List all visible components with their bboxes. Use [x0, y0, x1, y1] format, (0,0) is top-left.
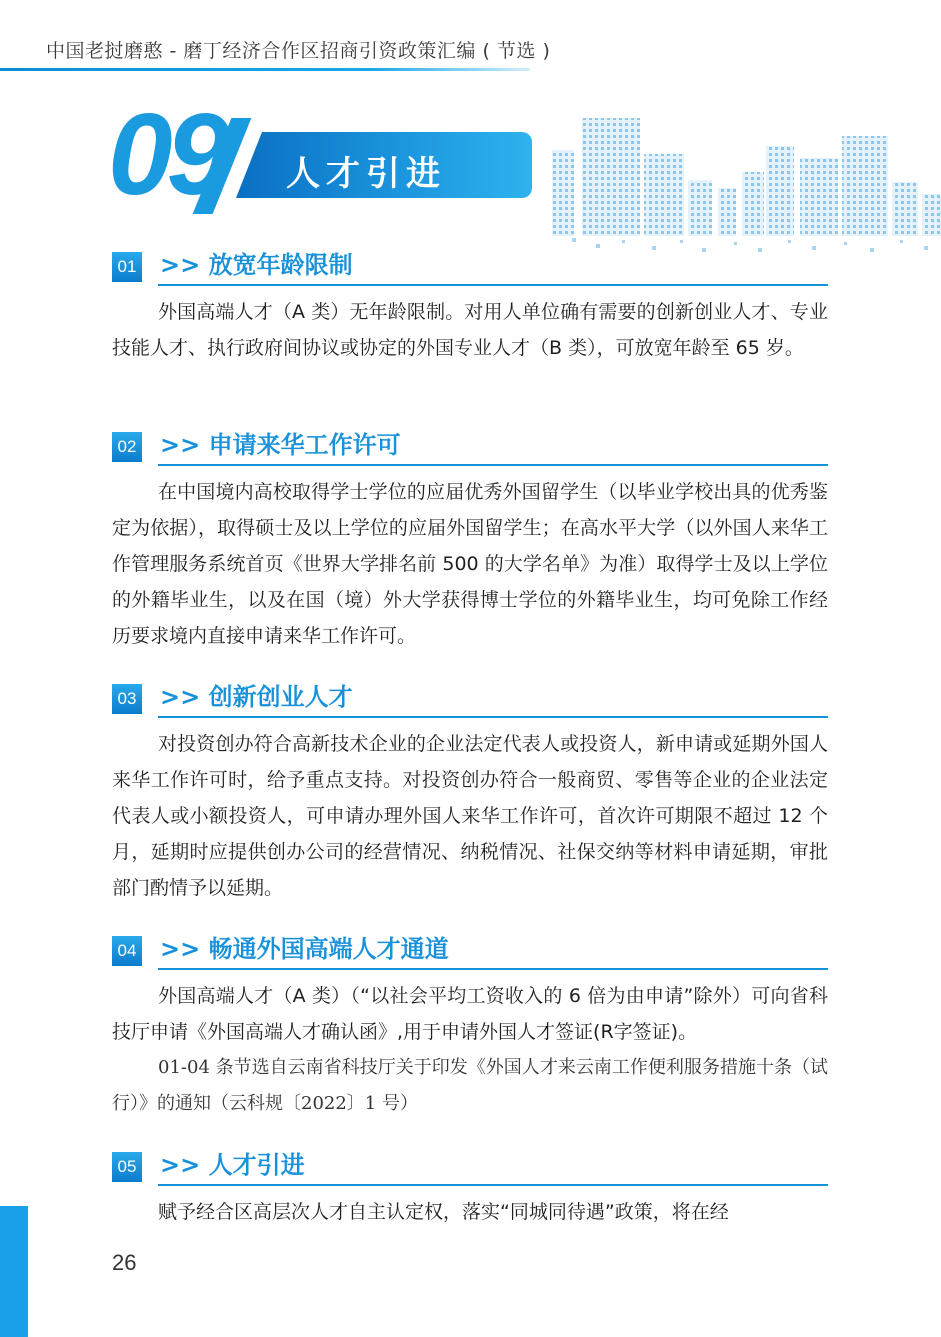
paragraph: 对投资创办符合高新技术企业的企业法定代表人或投资人，新申请或延期外国人来华工作许可时，给予重点支持。对投资创办符合一般商贸、零售等企业的企业法定代表人或小额投资人，可申请办理外国人来华工作许可，首次许可期限不超过 12 个月，延期时应提供创办公司的经营情况、纳税情况、社保交纳等材料申请延期，审批部门酌情予以延期。 [112, 733, 828, 899]
page-number: 26 [112, 1250, 137, 1275]
chapter-number: 09 [108, 89, 226, 219]
section-01 [112, 248, 828, 366]
source-note: 01-04 条节选自云南省科技厅关于印发《外国人才来云南工作便利服务措施十条（试行）》的通知（云科规〔2022〕1 号） [112, 1057, 828, 1114]
section-number: 03 [112, 684, 142, 714]
header-rule [0, 68, 530, 71]
section-title: >> 创新创业人才 [160, 683, 353, 711]
section-03 [112, 680, 828, 906]
city-skyline-illustration [552, 110, 941, 256]
section-number: 01 [112, 252, 142, 282]
header-title: 中国老挝磨憨 - 磨丁经济合作区招商引资政策汇编 ( 节选 ) [46, 40, 551, 62]
section-rule [158, 1184, 828, 1186]
section-title: >> 申请来华工作许可 [160, 431, 401, 459]
section-rule [158, 968, 828, 970]
section-title: >> 人才引进 [160, 1151, 305, 1179]
chapter-title: 人才引进 [286, 154, 446, 194]
section-number: 05 [112, 1152, 142, 1182]
paragraph: 赋予经合区高层次人才自主认定权，落实“同城同待遇”政策，将在经 [158, 1201, 729, 1223]
page-edge-bar [0, 1206, 28, 1337]
section-title: >> 放宽年龄限制 [160, 251, 353, 279]
section-04 [112, 932, 828, 1122]
section-number: 02 [112, 432, 142, 462]
section-number: 04 [112, 936, 142, 966]
section-rule [158, 284, 828, 286]
section-05 [112, 1148, 828, 1230]
paragraph: 外国高端人才（A 类）（“以社会平均工资收入的 6 倍为由申请”除外）可向省科技厅申请《外国高端人才确认函》,用于申请外国人才签证(R字签证)。 [112, 985, 828, 1043]
section-02 [112, 428, 828, 654]
paragraph: 在中国境内高校取得学士学位的应届优秀外国留学生（以毕业学校出具的优秀鉴定为依据），取得硕士及以上学位的应届外国留学生；在高水平大学（以外国人来华工作管理服务系统首页《世界大学排名前 500 的大学名单》为准）取得学士及以上学位的外籍毕业生，以及在国（境）外大学获得博士学位的外籍毕业生，均可免除工作经历要求境内直接申请来华工作许可。 [112, 481, 828, 647]
section-rule [158, 716, 828, 718]
section-rule [158, 464, 828, 466]
paragraph: 外国高端人才（A 类）无年龄限制。对用人单位确有需要的创新创业人才、专业技能人才、执行政府间协议或协定的外国专业人才（B 类），可放宽年龄至 65 岁。 [112, 301, 828, 359]
section-title: >> 畅通外国高端人才通道 [160, 935, 449, 963]
